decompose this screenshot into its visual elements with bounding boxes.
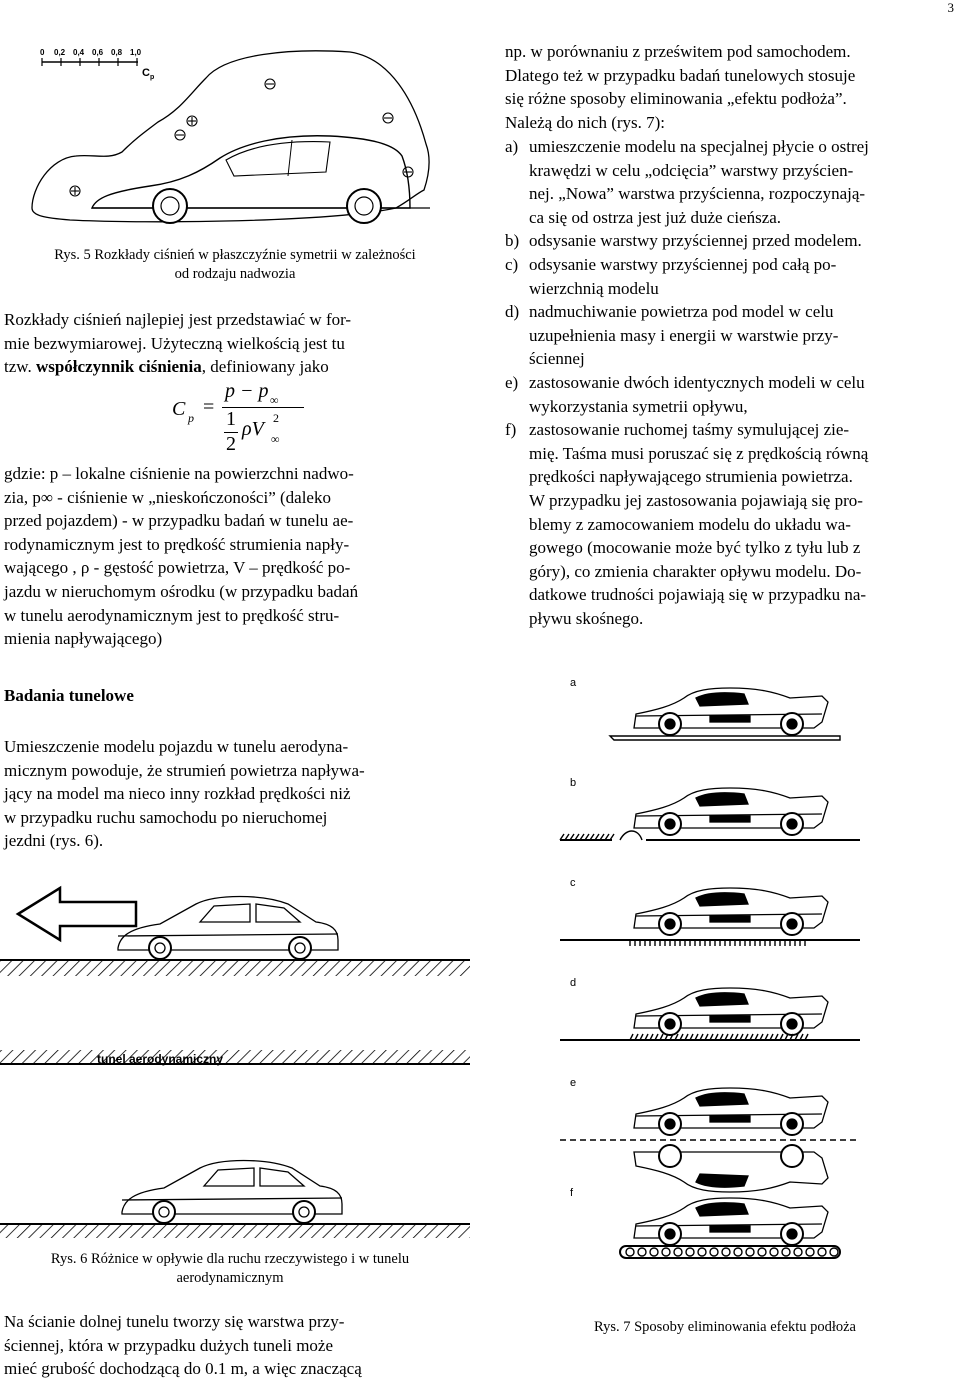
eq-den-sup: 2 [273, 411, 279, 425]
panel-label: f [570, 1187, 574, 1199]
text-line: wykorzystania symetrii opływu, [529, 396, 748, 416]
fig6-caption-line: aerodynamicznym [176, 1270, 284, 1286]
scale-label: C [142, 67, 150, 79]
front-wheel-icon [153, 189, 187, 223]
scale-tick-label: 0,8 [111, 48, 123, 57]
text-line: Dlatego też w przypadku badań tunelowych stosuje [505, 65, 856, 85]
list-item-a [505, 135, 955, 229]
eq-equals: = [203, 396, 215, 418]
scale-tick-label: 0,4 [73, 48, 85, 57]
text-line: się różne sposoby eliminowania „efektu podłoża”. [505, 89, 847, 109]
text-line: odsysanie warstwy przyściennej pod całą po- [529, 254, 837, 274]
sedan-car-icon [118, 897, 338, 960]
list-item-b [505, 229, 955, 253]
fig6-real-vs-tunnel-figure [0, 870, 470, 1240]
scale-tick-label: 1,0 [130, 48, 142, 57]
text-line: zastosowanie ruchomej taśmy symulującej zie- [529, 420, 850, 440]
text-line: umieszczenie modelu na specjalnej płycie o ostrej [529, 137, 869, 156]
text-line: ściennej [529, 349, 585, 369]
list-label: e) [505, 372, 519, 392]
cp-scale [40, 48, 154, 81]
fig7-panel-d [560, 977, 860, 1040]
tunnel-label: tunel aerodynamiczny [97, 1052, 224, 1066]
race-car-icon [634, 1198, 828, 1245]
panel-label: c [570, 877, 576, 889]
fig5-caption-line: od rodzaju nadwozia [174, 266, 296, 282]
text-line: uzupełnienia masy i energii w warstwie przy- [529, 325, 839, 345]
text-line: np. w porównaniu z prześwitem pod samochodem. [505, 42, 851, 61]
list-item-e [505, 371, 955, 418]
text-span: , definiowany jako [201, 357, 329, 377]
ground-c [560, 940, 860, 946]
text-line: w tunelu aerodynamicznym jest to prędkość stru- [4, 605, 340, 625]
race-car-icon [634, 688, 828, 735]
race-car-icon [634, 1088, 828, 1135]
paragraph-definitions [4, 462, 444, 651]
ground-a [610, 736, 840, 740]
text-line: prędkości napływającego strumienia powietrza. [529, 467, 853, 487]
text-line: gowego (mocowanie może być tylko z tyłu lub z [529, 538, 861, 558]
ground-d [560, 1034, 860, 1040]
panel-label: e [570, 1077, 577, 1089]
race-car-icon [634, 788, 828, 835]
text-line [4, 355, 444, 379]
cp-equation [170, 380, 320, 458]
fig7-panel-b [560, 777, 860, 840]
paragraph-tunnel [4, 735, 444, 853]
bold-term: współczynnik ciśnienia [35, 357, 202, 377]
pressure-sign-markers [70, 79, 413, 196]
fig7-caption: Rys. 7 Sposoby eliminowania efektu podłoża [594, 1319, 856, 1335]
text-line: blemy z zamocowaniem modelu do układu wa- [529, 514, 851, 534]
fig5-caption [0, 246, 470, 284]
ground-b [560, 831, 860, 840]
page-number: 3 [947, 0, 954, 15]
paragraph-ground-effect-intro [505, 40, 955, 134]
list-item-f [505, 418, 955, 630]
text-line: W przypadku jej zastosowania pojawiają się pro- [529, 490, 863, 510]
left-arrow-icon [18, 888, 136, 940]
list-label: c) [505, 254, 519, 274]
text-line: zia, p∞ - ciśnienie w „nieskończoności” (daleko [4, 487, 331, 507]
panel-label: a [570, 677, 577, 689]
text-line: mię. Taśma musi poruszać się z prędkością równą [529, 443, 869, 463]
list-item-d [505, 300, 955, 371]
fig6-caption-line: Rys. 6 Różnice w opływie dla ruchu rzeczywistego i w tunelu [50, 1251, 410, 1267]
text-line: krawędzi w celu „odcięcia” warstwy przyścien- [529, 160, 854, 180]
list-label: d) [505, 302, 520, 322]
text-line: mienia napływającego) [4, 629, 163, 649]
fig6-caption [0, 1250, 460, 1288]
scale-tick-label: 0,2 [54, 48, 66, 57]
text-line: nadmuchiwanie powietrza pod model w celu [529, 302, 834, 322]
rear-wheel-icon [347, 189, 381, 223]
text-line: Należą do nich (rys. 7): [505, 112, 666, 132]
text-line: datkowe trudności pojawiają się w przypadku na- [529, 585, 867, 605]
text-line: Umieszczenie modelu pojazdu w tunelu aerodyna- [4, 737, 349, 756]
fig7-ground-effect-methods-figure [560, 672, 860, 1292]
race-car-icon [634, 888, 828, 935]
panel-label: d [570, 977, 577, 989]
fig7-panel-a [570, 677, 840, 740]
text-span: tzw. [4, 357, 36, 377]
text-line: jący na model ma nieco inny rozkład prędkości niż [4, 784, 351, 804]
scale-tick-label: 0,6 [92, 48, 104, 57]
text-line: jezdni (rys. 6). [4, 831, 104, 851]
text-line: mie bezwymiarowej. Użyteczną wielkością jest tu [4, 333, 345, 353]
text-line: wierzchnią modelu [529, 278, 659, 298]
text-line: ściennej, która w przypadku dużych tuneli może [4, 1335, 334, 1355]
text-line: gdzie: p – lokalne ciśnienie na powierzchni nadwo- [4, 464, 354, 483]
text-line: ca się od ostrza jest już duże cieńsza. [529, 207, 782, 227]
text-line: zastosowanie dwóch identycznych modeli w celu [529, 372, 865, 392]
paragraph-cp-intro [4, 308, 444, 379]
eq-lhs-sub: p [188, 411, 194, 425]
eq-half-num: 1 [226, 408, 236, 430]
eq-den-sub: ∞ [271, 432, 280, 446]
text-line: jazdu w nieruchomym ośrodku (w przypadku badań [4, 581, 359, 601]
list-label: f) [505, 420, 517, 440]
text-line: pływu skośnego. [529, 608, 644, 628]
scale-label-sub: p [150, 74, 155, 81]
text-line: góry), co zmienia charakter opływu modelu. Do- [529, 561, 862, 581]
eq-lhs: C [172, 398, 186, 420]
text-line: micznym powoduje, że strumień powietrza napływa- [4, 760, 365, 780]
fig7-panel-c [560, 877, 860, 946]
text-line: wającego , ρ - gęstość powietrza, V – prędkość po- [4, 558, 351, 578]
paragraph-boundary-layer [4, 1310, 444, 1381]
section-heading: Badania tunelowe [4, 686, 134, 705]
mirrored-race-car-icon [634, 1145, 828, 1192]
text-line: mieć grubość dochodzącą do 0.1 m, a więc znaczącą [4, 1359, 362, 1379]
list-item-c [505, 253, 955, 300]
fig7-panel-e [560, 1077, 860, 1192]
eq-numerator-sub: ∞ [270, 393, 279, 407]
methods-list [505, 135, 955, 630]
fig5-caption-line: Rys. 5 Rozkłady ciśnień w płaszczyźnie symetrii w zależności [54, 247, 416, 263]
panel-label: b [570, 777, 577, 789]
scale-tick-label: 0 [40, 48, 45, 57]
text-line: przed pojazdem) - w przypadku badań w tunelu ae- [4, 511, 354, 531]
fig7-panel-f [570, 1187, 840, 1258]
race-car-icon [634, 988, 828, 1035]
eq-half-den: 2 [226, 433, 236, 455]
eq-rho-v: ρV [242, 418, 264, 440]
text-line: rodynamicznym jest to prędkość strumienia napły- [4, 534, 350, 554]
fig5-pressure-distribution-figure [30, 40, 470, 245]
text-line: odsysanie warstwy przyściennej przed modelem. [529, 231, 862, 251]
list-label: b) [505, 231, 520, 251]
list-label: a) [505, 137, 519, 156]
text-line: nej. „Nowa” warstwa przyścienna, rozpoczynają- [529, 184, 866, 204]
ground-f [620, 1246, 840, 1258]
text-line: w przypadku ruchu samochodu po nieruchomej [4, 807, 328, 827]
text-line: Rozkłady ciśnień najlepiej jest przedstawiać w for- [4, 310, 352, 329]
eq-numerator: p − p [225, 380, 269, 402]
text-line: Na ścianie dolnej tunelu tworzy się warstwa przy- [4, 1312, 345, 1331]
sedan-car-icon [122, 1161, 342, 1224]
